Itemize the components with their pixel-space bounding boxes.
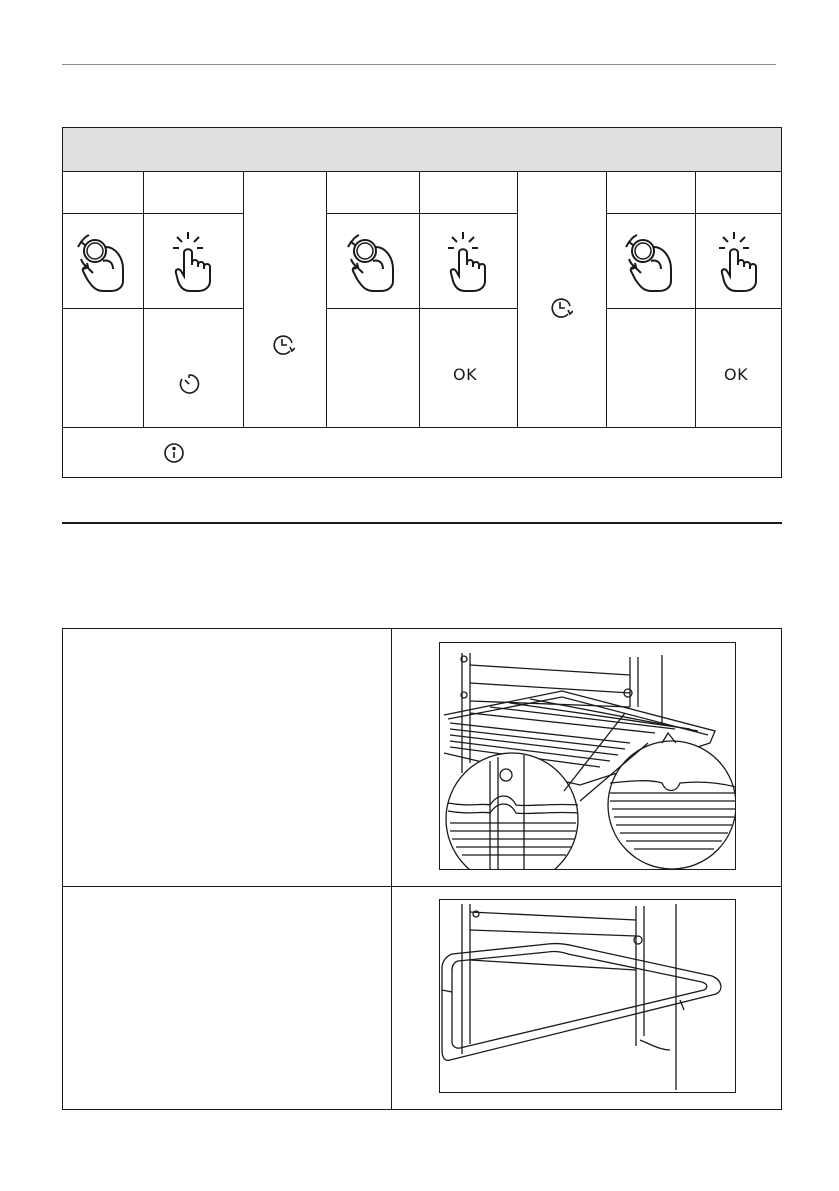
ok-label: OK [453,365,478,384]
touch-press-icon [419,214,517,308]
ok-label: OK [724,365,749,384]
touch-press-icon [143,214,243,308]
clock-icon [549,295,575,321]
setting-steps-table [62,127,782,478]
info-icon [162,441,186,465]
accessory-insertion-table [62,628,782,1110]
clock-icon [271,332,297,358]
timer-icon [177,372,201,396]
baking-tray-insertion-illustration [439,899,736,1093]
rotate-knob-icon [326,214,419,308]
table-header-row [63,128,781,172]
rotate-knob-icon [63,214,143,308]
wire-shelf-insertion-illustration [439,642,736,870]
page-header-rule [62,64,776,65]
rotate-knob-icon [606,214,695,308]
section-rule [62,522,782,524]
touch-press-icon [695,214,782,308]
